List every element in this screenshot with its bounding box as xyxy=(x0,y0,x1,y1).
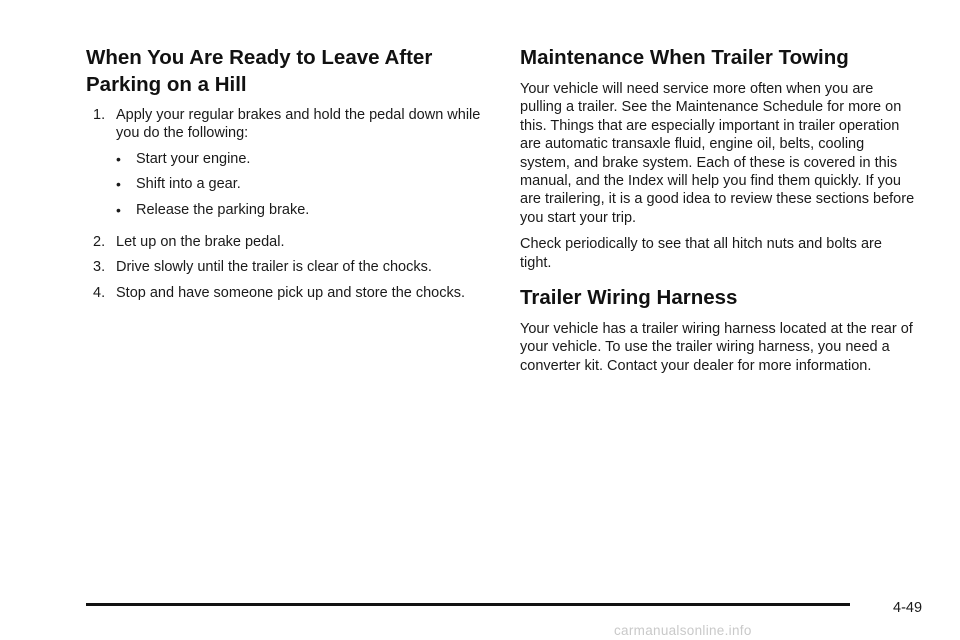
section-heading-maintenance: Maintenance When Trailer Towing xyxy=(520,46,849,69)
bullet-icon: • xyxy=(116,176,121,193)
section-heading-wiring-harness: Trailer Wiring Harness xyxy=(520,286,738,310)
bullet-icon: • xyxy=(116,150,121,167)
step-text: Drive slowly until the trailer is clear of the chocks. xyxy=(116,259,432,276)
step-number: 3. xyxy=(93,259,106,276)
step-number: 4. xyxy=(93,284,106,301)
step-number: 1. xyxy=(93,107,106,123)
page-number: 4-49 xyxy=(893,600,923,616)
step-number: 2. xyxy=(93,234,106,251)
step-text: Let up on the brake pedal. xyxy=(116,234,285,251)
step-text: Stop and have someone pick up and store the chocks. xyxy=(116,284,466,301)
step-2 xyxy=(86,233,486,251)
paragraph-hitch-check: Check periodically to see that all hitch nuts and bolts are tight. xyxy=(520,236,882,271)
bullet-text: Shift into a gear. xyxy=(136,176,241,193)
section-heading-leave-after-parking: When You Are Ready to Leave After Parking on a Hill xyxy=(86,46,433,96)
right-column xyxy=(520,44,915,375)
bullet-item xyxy=(116,150,486,168)
bullet-icon: • xyxy=(116,201,121,218)
step-text: Apply your regular brakes and hold the pedal down while you do the following: xyxy=(116,107,481,142)
footer-rule xyxy=(86,603,850,606)
steps-list xyxy=(86,106,486,302)
sub-bullets xyxy=(116,150,486,219)
step-3 xyxy=(86,258,486,276)
watermark: carmanualsonline.info xyxy=(614,623,752,638)
bullet-item xyxy=(116,175,486,193)
step-1 xyxy=(86,106,486,226)
left-column xyxy=(86,44,486,309)
bullet-text: Start your engine. xyxy=(136,150,251,167)
paragraph-wiring-harness: Your vehicle has a trailer wiring harness located at the rear of your vehicle. To use the trailer wiring harness, you need a converter kit. Contact your dealer for more information. xyxy=(520,321,913,374)
bullet-text: Release the parking brake. xyxy=(136,201,310,218)
paragraph-maintenance: Your vehicle will need service more often when you are pulling a trailer. See the Maintenance Schedule for more on this. Things that are especially important in trailer operation are automatic transaxle fluid, engine oil, belts, cooling system, and brake system. Each of these is covered in this manual, and the Index will help you find them quickly. If you are trailering, it is a good idea to review these sections before you start your trip. xyxy=(520,81,915,226)
step-4 xyxy=(86,284,486,302)
bullet-item xyxy=(116,201,486,219)
